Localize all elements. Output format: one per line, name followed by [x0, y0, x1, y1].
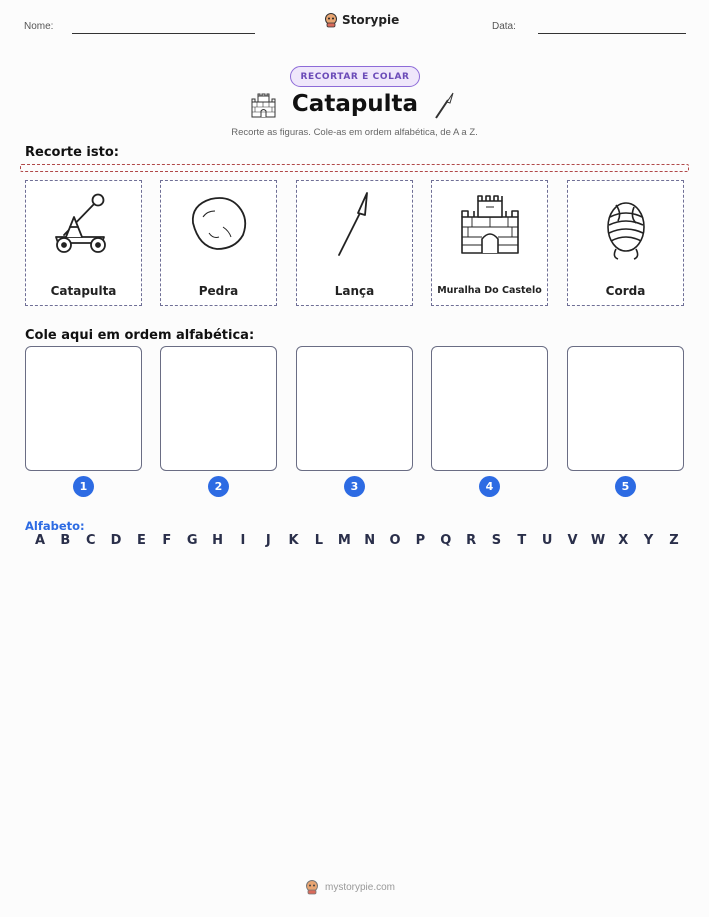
cut-card-catapult[interactable]: [25, 180, 142, 306]
castle-wall-icon: [450, 187, 530, 267]
mascot-icon: [305, 879, 319, 895]
spear-icon: [315, 187, 395, 267]
catapult-icon: [44, 187, 124, 267]
paste-box-2[interactable]: [160, 346, 277, 471]
cut-heading: Recorte isto:: [25, 145, 119, 160]
alphabet-letter: E: [136, 533, 146, 548]
alphabet-letter: C: [85, 533, 96, 548]
alphabet-letter: T: [517, 533, 527, 548]
alphabet-letter: H: [212, 533, 223, 548]
alphabet-letter: W: [590, 533, 606, 548]
brand-name: Storypie: [342, 13, 400, 27]
paste-heading: Cole aqui em ordem alfabética:: [25, 328, 255, 343]
alphabet-letter: R: [466, 533, 477, 548]
alphabet-letter: L: [314, 533, 324, 548]
alphabet-letter: S: [491, 533, 502, 548]
spear-title-icon: [433, 92, 455, 120]
date-line: [538, 33, 686, 34]
order-number: 2: [208, 476, 229, 497]
order-number: 1: [73, 476, 94, 497]
cut-card-stone[interactable]: [160, 180, 277, 306]
paste-box-5[interactable]: [567, 346, 684, 471]
date-label: Data:: [492, 21, 516, 32]
activity-badge: RECORTAR E COLAR: [290, 66, 420, 87]
alphabet-letter: P: [415, 533, 426, 548]
name-line: [72, 33, 255, 34]
alphabet-letter: U: [541, 533, 553, 548]
cut-card-castle-wall[interactable]: [431, 180, 548, 306]
card-label: Catapulta: [50, 284, 117, 298]
order-number: 3: [344, 476, 365, 497]
rope-icon: [586, 187, 666, 267]
instructions: Recorte as figuras. Cole-as em ordem alfabética, de A a Z.: [231, 127, 478, 138]
cut-card-spear[interactable]: [296, 180, 413, 306]
alphabet-letter: Z: [669, 533, 679, 548]
cut-card-rope[interactable]: [567, 180, 684, 306]
card-label: Lança: [334, 284, 375, 298]
alphabet-letter: N: [364, 533, 376, 548]
paste-box-1[interactable]: [25, 346, 142, 471]
card-label: Muralha Do Castelo: [437, 285, 542, 296]
alphabet-letter: K: [288, 533, 299, 548]
paste-box-4[interactable]: [431, 346, 548, 471]
alphabet-letter: B: [60, 533, 71, 548]
order-number: 5: [615, 476, 636, 497]
mascot-icon: [324, 12, 338, 28]
card-label: Pedra: [198, 284, 239, 298]
alphabet-letter: F: [162, 533, 172, 548]
footer: [305, 879, 395, 895]
brand-logo: [324, 12, 399, 28]
alphabet-letter: D: [110, 533, 122, 548]
alphabet-row: [25, 533, 685, 548]
order-number: 4: [479, 476, 500, 497]
alphabet-letter: G: [186, 533, 198, 548]
alphabet-letter: M: [337, 533, 351, 548]
card-label: Corda: [605, 284, 646, 298]
page-title: Catapulta: [291, 91, 419, 117]
cut-line: [20, 164, 689, 172]
alphabet-letter: Q: [440, 533, 452, 548]
alphabet-letter: Y: [643, 533, 654, 548]
stone-icon: [179, 187, 259, 267]
alphabet-letter: O: [389, 533, 401, 548]
castle-title-icon: [250, 93, 277, 118]
alphabet-letter: I: [240, 533, 246, 548]
alphabet-heading: Alfabeto:: [25, 519, 85, 533]
alphabet-letter: X: [618, 533, 629, 548]
paste-box-3[interactable]: [296, 346, 413, 471]
footer-url: mystorypie.com: [325, 881, 396, 893]
alphabet-letter: A: [34, 533, 46, 548]
name-label: Nome:: [24, 21, 54, 32]
alphabet-letter: J: [265, 533, 271, 548]
alphabet-letter: V: [567, 533, 578, 548]
